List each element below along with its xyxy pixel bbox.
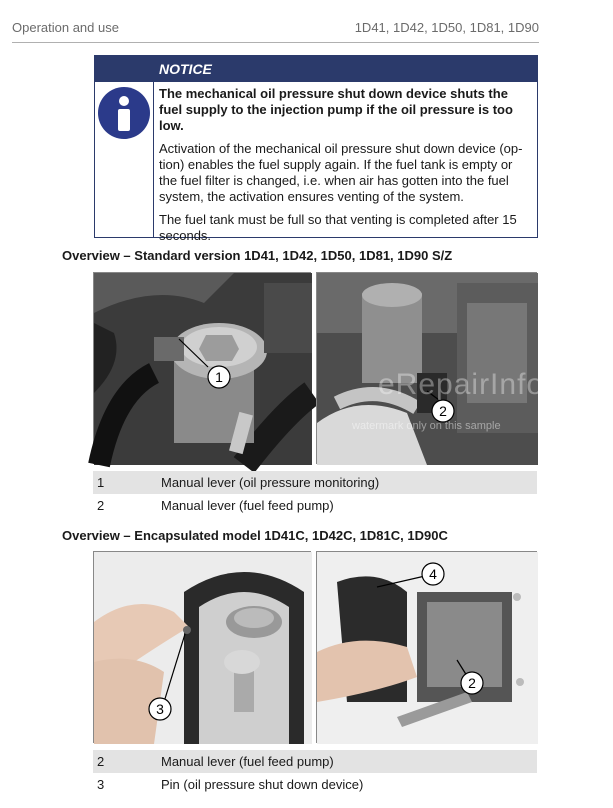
legend-text: Manual lever (fuel feed pump): [161, 754, 334, 769]
photo-oil-pressure-pin: [93, 551, 311, 743]
overview-standard-title: Overview – Standard version 1D41, 1D42, 1D50, 1D81, 1D90 S/Z: [62, 248, 453, 263]
legend-text: Pin (oil pressure shut down device): [161, 777, 364, 792]
legend-row: [93, 494, 537, 517]
photo-encapsulated-lever: [316, 551, 537, 743]
legend-number: 3: [97, 777, 105, 792]
overview-encapsulated-title: Overview – Encapsulated model 1D41C, 1D42C, 1D81C, 1D90C: [62, 528, 448, 543]
notice-header: [95, 56, 537, 82]
info-icon: [98, 87, 150, 139]
legend-standard: [93, 471, 537, 517]
notice-label: NOTICE: [159, 61, 212, 77]
legend-text: Manual lever (fuel feed pump): [161, 498, 334, 513]
legend-text: Manual lever (oil pressure monitoring): [161, 475, 380, 490]
legend-row: [93, 773, 537, 796]
notice-bold-text: The mechanical oil pressure shut down device shuts the fuel supply to the injection pump if the oil pressure is too low.: [159, 86, 513, 133]
header-divider: [12, 42, 539, 43]
callout-1: 1: [215, 369, 223, 385]
notice-icon-column: [95, 82, 154, 237]
header-section: Operation and use: [12, 20, 119, 35]
legend-row: [93, 471, 537, 494]
header-models: 1D41, 1D42, 1D50, 1D81, 1D90: [354, 20, 539, 35]
callout-2b: 2: [468, 675, 476, 691]
callout-2: 2: [439, 403, 447, 419]
legend-row: [93, 750, 537, 773]
legend-encapsulated: [93, 750, 537, 796]
watermark-subtext: watermark only on this sample: [352, 420, 501, 432]
notice-box: [94, 55, 538, 243]
notice-paragraph-2: The fuel tank must be full so that venting is completed after 15 seconds.: [159, 212, 517, 243]
legend-number: 1: [97, 475, 105, 490]
notice-paragraph-1: Activation of the mechanical oil pressure shut down device (option) enables the fuel supply again. If the fuel tank is empty or the fuel filter is changed, i.e. when air has gotten into the fuel system, the activation ensures venting of the system.: [159, 141, 523, 204]
watermark-text: eRepairInfo.com: [378, 368, 613, 401]
legend-number: 2: [97, 498, 105, 513]
callout-3: 3: [156, 701, 164, 717]
legend-number: 2: [97, 754, 105, 769]
photo-oil-pressure-lever: [93, 272, 311, 464]
notice-body: [159, 86, 527, 251]
callout-4: 4: [429, 566, 437, 582]
